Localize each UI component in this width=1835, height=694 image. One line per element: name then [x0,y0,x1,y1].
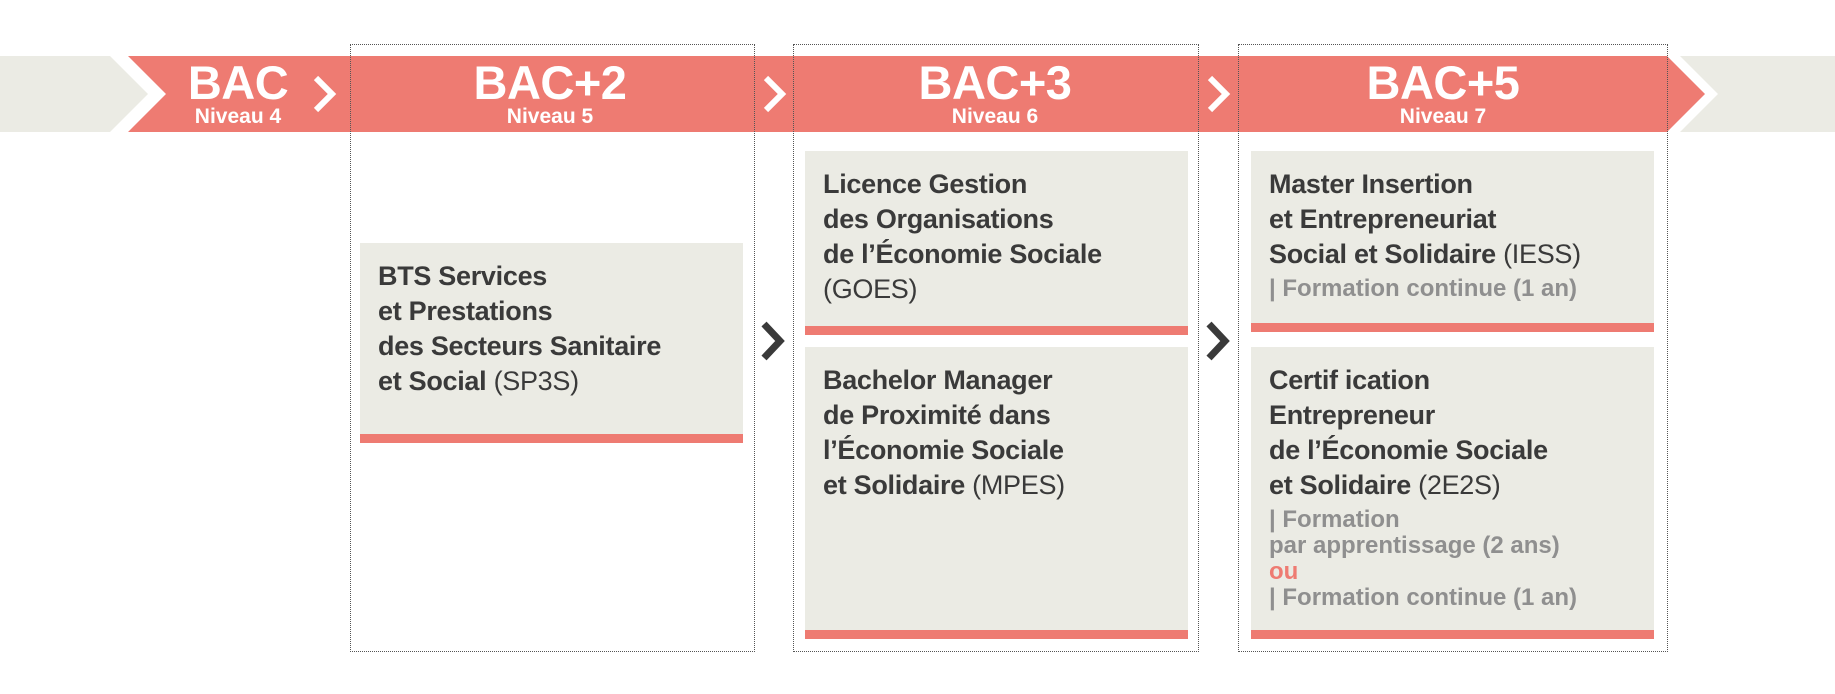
training-mode-apprenticeship: | Formation par apprentissage (2 ans) [1269,506,1560,559]
card-title [378,259,729,399]
card-bts-sp3s [360,243,743,443]
card-title [1269,167,1640,272]
card-title [823,363,1174,503]
training-mode-continuing: | Formation continue (1 an) [1269,584,1578,611]
level-label: BAC+3 [918,56,1072,109]
program-name: Bachelor Manager de Proximité dans l’Économie Sociale et Solidaire [823,365,1064,500]
card-certification-2e2s [1251,347,1654,639]
level-sub: Niveau 5 [506,105,594,128]
card-title [1269,363,1640,503]
level-sub: Niveau 6 [951,105,1039,128]
level-sub: Niveau 7 [1399,105,1487,128]
program-abbr: (MPES) [972,470,1065,500]
chevron-right-icon [757,319,789,363]
level-label: BAC [187,56,289,109]
program-name: Licence Gestion des Organisations de l’Économie Sociale [823,169,1102,269]
level-label: BAC+2 [473,56,627,109]
level-sub: Niveau 4 [194,105,282,128]
level-label: BAC+5 [1366,56,1520,109]
card-title [823,167,1174,307]
program-name: Certif ication Entrepreneur de l’Économie Sociale et Solidaire [1269,365,1548,500]
level-bac [168,56,308,128]
program-name: Master Insertion et Entrepreneuriat Social et Solidaire [1269,169,1497,269]
program-abbr: (SP3S) [493,366,579,396]
card-bachelor-mpes [805,347,1188,639]
card-master-iess [1251,151,1654,332]
band-left-grey [0,56,148,132]
program-abbr: (2E2S) [1418,470,1501,500]
program-abbr: (IESS) [1503,239,1581,269]
program-name: BTS Services et Prestations des Secteurs Sanitaire et Social [378,261,662,396]
program-abbr: (GOES) [823,274,918,304]
chevron-right-icon [1202,319,1234,363]
or-separator: ou [1269,558,1299,585]
card-licence-goes [805,151,1188,335]
training-mode: | Formation continue (1 an) [1269,275,1578,302]
